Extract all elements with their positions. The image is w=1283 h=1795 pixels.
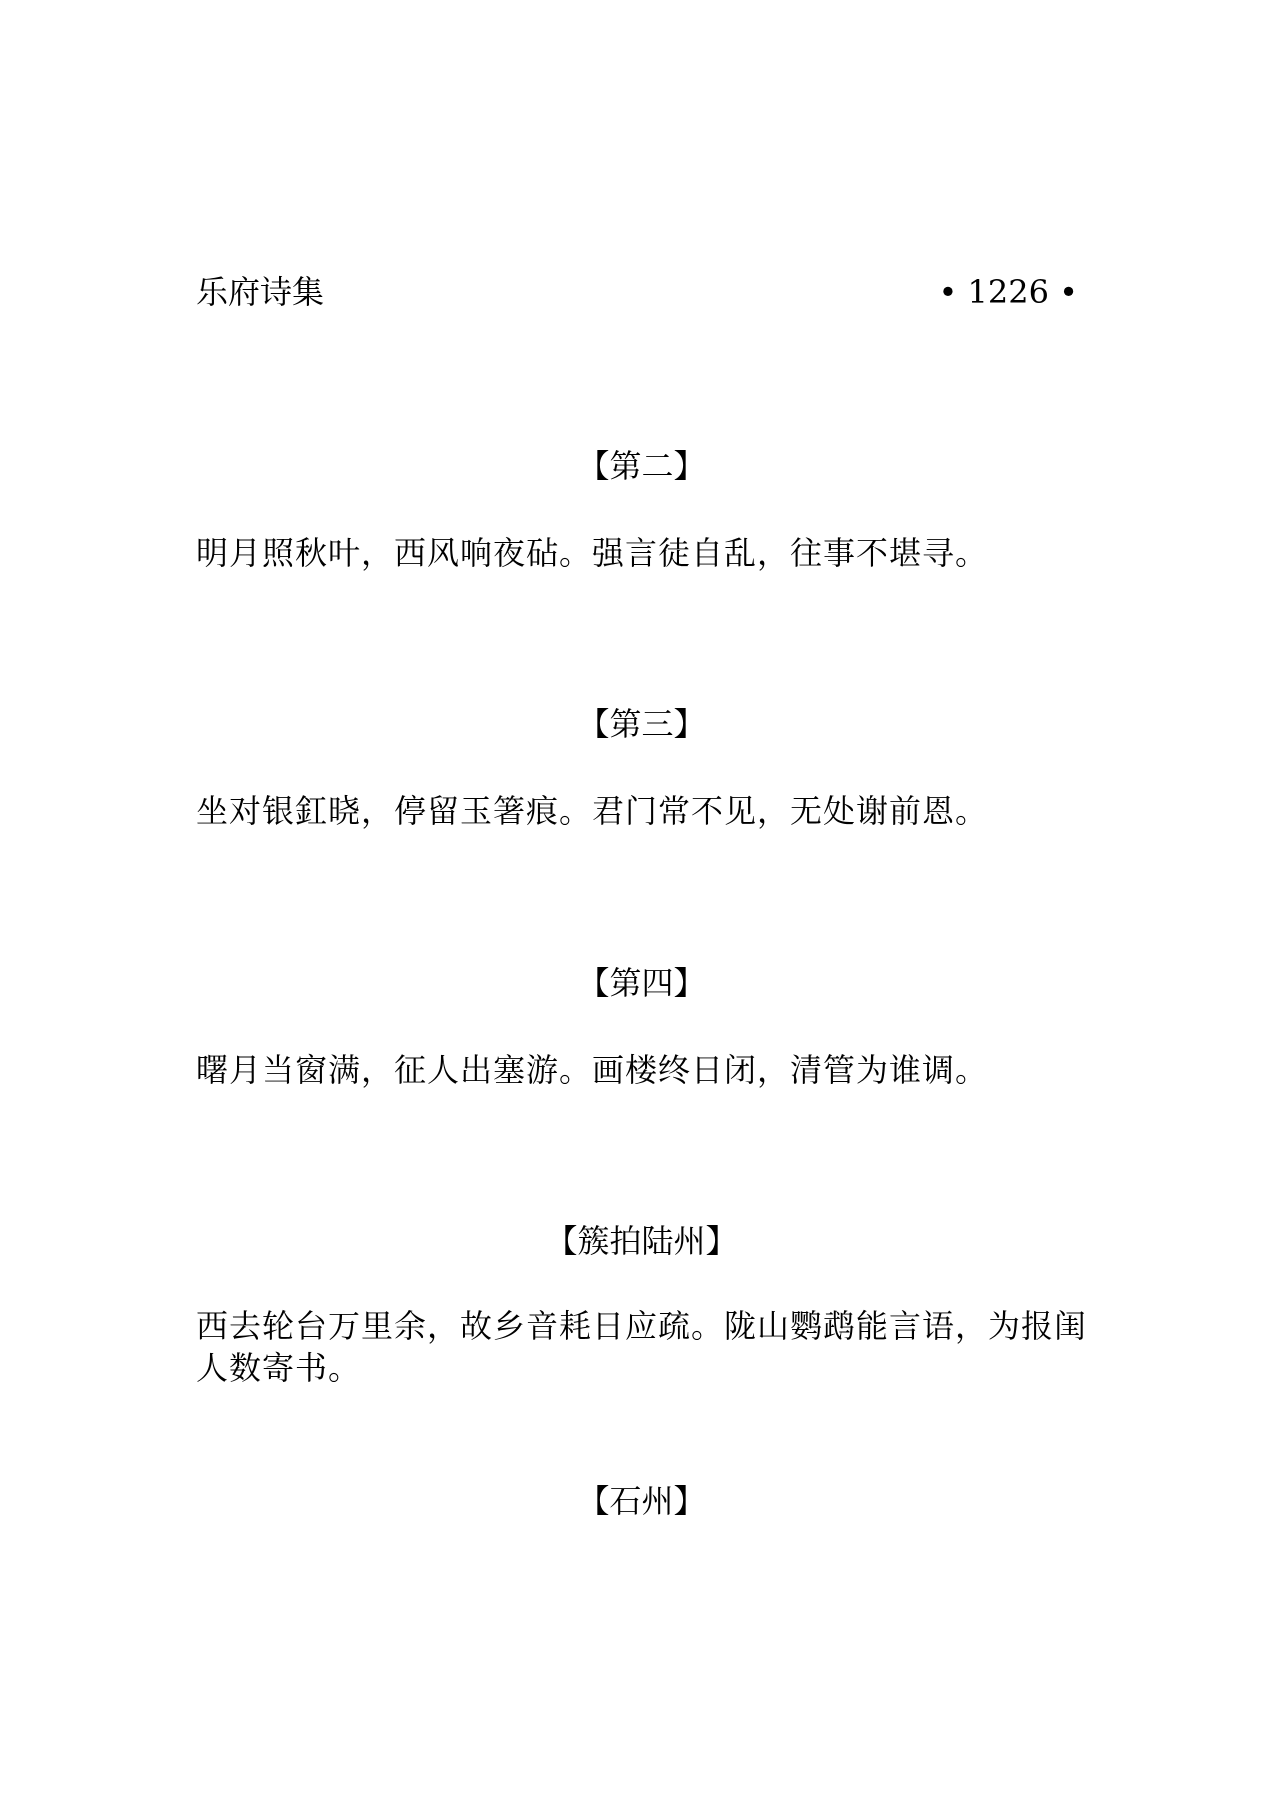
section-title: 【石州】 [577,1482,706,1520]
section-title: 【簇拍陆州】 [545,1222,738,1260]
verse-text: 西去轮台万里余，故乡音耗日应疏。陇山鹦鹉能言语，为报闺人数寄书。 [196,1307,1088,1387]
verse-text: 坐对银釭晓，停留玉箸痕。君门常不见，无处谢前恩。 [196,792,989,830]
verse-text: 曙月当窗满，征人出塞游。画楼终日闭，清管为谁调。 [196,1051,989,1089]
page-number: • 1226 • [938,273,1078,311]
section-title: 【第四】 [577,964,706,1002]
section-title: 【第二】 [577,447,706,485]
section-title: 【第三】 [577,705,706,743]
book-title: 乐府诗集 [196,273,325,311]
verse-text: 明月照秋叶，西风响夜砧。强言徒自乱，往事不堪寻。 [196,534,989,572]
